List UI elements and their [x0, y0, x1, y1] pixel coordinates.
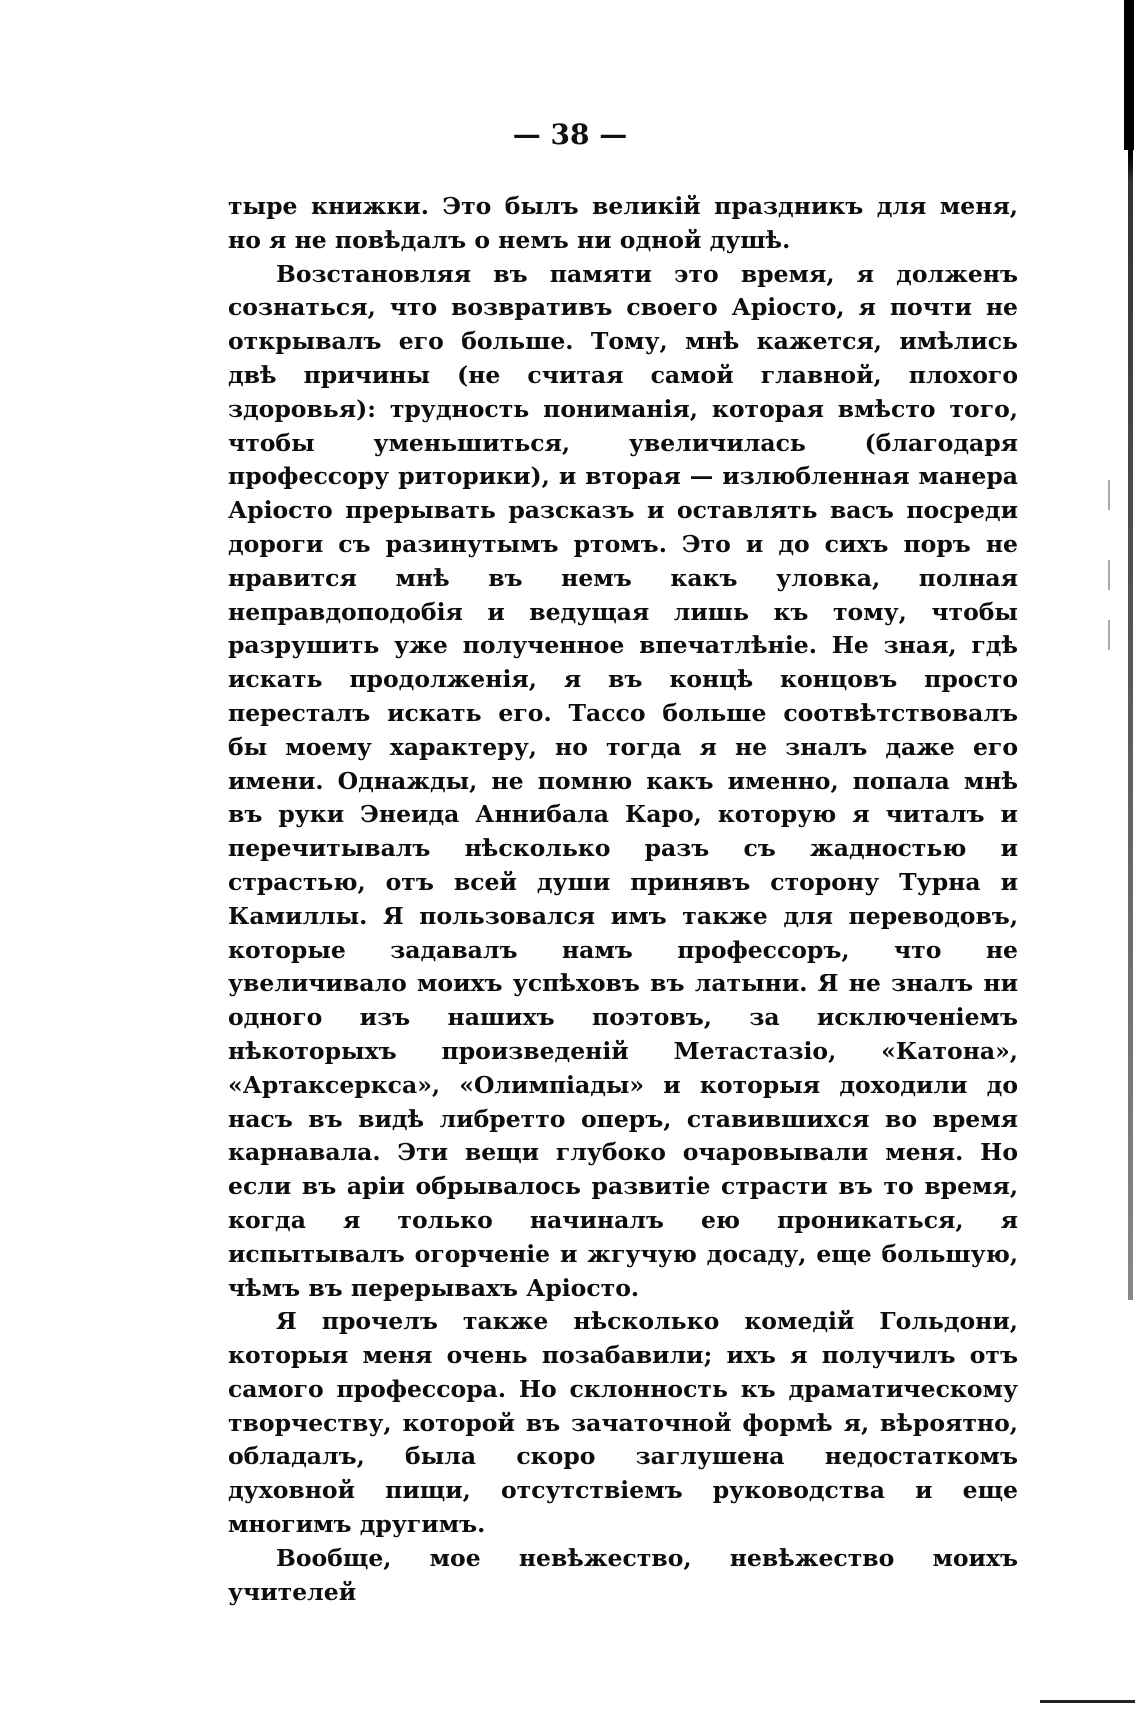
edge-mark — [1108, 480, 1110, 510]
edge-mark — [1108, 620, 1110, 650]
page-number: — 38 — — [512, 118, 628, 151]
body-text — [228, 190, 1018, 1609]
paragraph-2: Возстановляя въ памяти это время, я долженъ сознаться, что возвративъ своего Аріосто, я почти не открывалъ его больше. Тому, мнѣ кажется, имѣлись двѣ причины (не считая самой главной, плохого здоровья): трудность пониманія, которая вмѣсто того, чтобы уменьшиться, увеличилась (благодаря профессору риторики), и вторая — излюбленная манера Аріосто прерывать разсказъ и оставлять васъ посреди дороги съ разинутымъ ртомъ. Это и до сихъ поръ не нравится мнѣ въ немъ какъ уловка, полная неправдоподобія и ведущая лишь къ тому, чтобы разрушить уже полученное впечатлѣніе. Не зная, гдѣ искать продолженія, я въ концѣ концовъ просто пересталъ искать его. Тассо больше соотвѣтствовалъ бы моему характеру, но тогда я не зналъ даже его имени. Однажды, не помню какъ именно, попала мнѣ въ руки Энеида Аннибала Каро, которую я читалъ и перечитывалъ нѣсколько разъ съ жадностью и страстью, отъ всей души принявъ сторону Турна и Камиллы. Я пользовался имъ также для переводовъ, которые задавалъ намъ профессоръ, что не увеличивало моихъ успѣховъ въ латыни. Я не зналъ ни одного изъ нашихъ поэтовъ, за исключеніемъ нѣкоторыхъ произведеній Метастазіо, «Катона», «Артаксеркса», «Олимпіады» и которыя доходили до насъ въ видѣ либретто оперъ, ставившихся во время карнавала. Эти вещи глубоко очаровывали меня. Но если въ аріи обрывалось развитіе страсти въ то время, когда я только начиналъ ею проникаться, я испытывалъ огорченіе и жгучую досаду, еще большую, чѣмъ въ перерывахъ Аріосто. — [228, 259, 1018, 1302]
page-edge-line — [1128, 0, 1133, 1300]
paragraph-3: Я прочелъ также нѣсколько комедій Гольдони, которыя меня очень позабавили; ихъ я получилъ отъ самого профессора. Но склонность къ драматическому творчеству, которой въ зачаточной формѣ я, вѣроятно, обладалъ, была скоро заглушена недостаткомъ духовной пищи, отсутствіемъ руководства и еще многимъ другимъ. — [228, 1307, 1018, 1539]
paragraph-1: тыре книжки. Это былъ великій праздникъ для меня, но я не повѣдалъ о немъ ни одной душѣ. — [228, 192, 1018, 254]
footer-rule — [1040, 1700, 1135, 1703]
paragraph-4: Вообще, мое невѣжество, невѣжество моихъ учителей — [228, 1543, 1018, 1606]
edge-mark — [1108, 560, 1110, 590]
